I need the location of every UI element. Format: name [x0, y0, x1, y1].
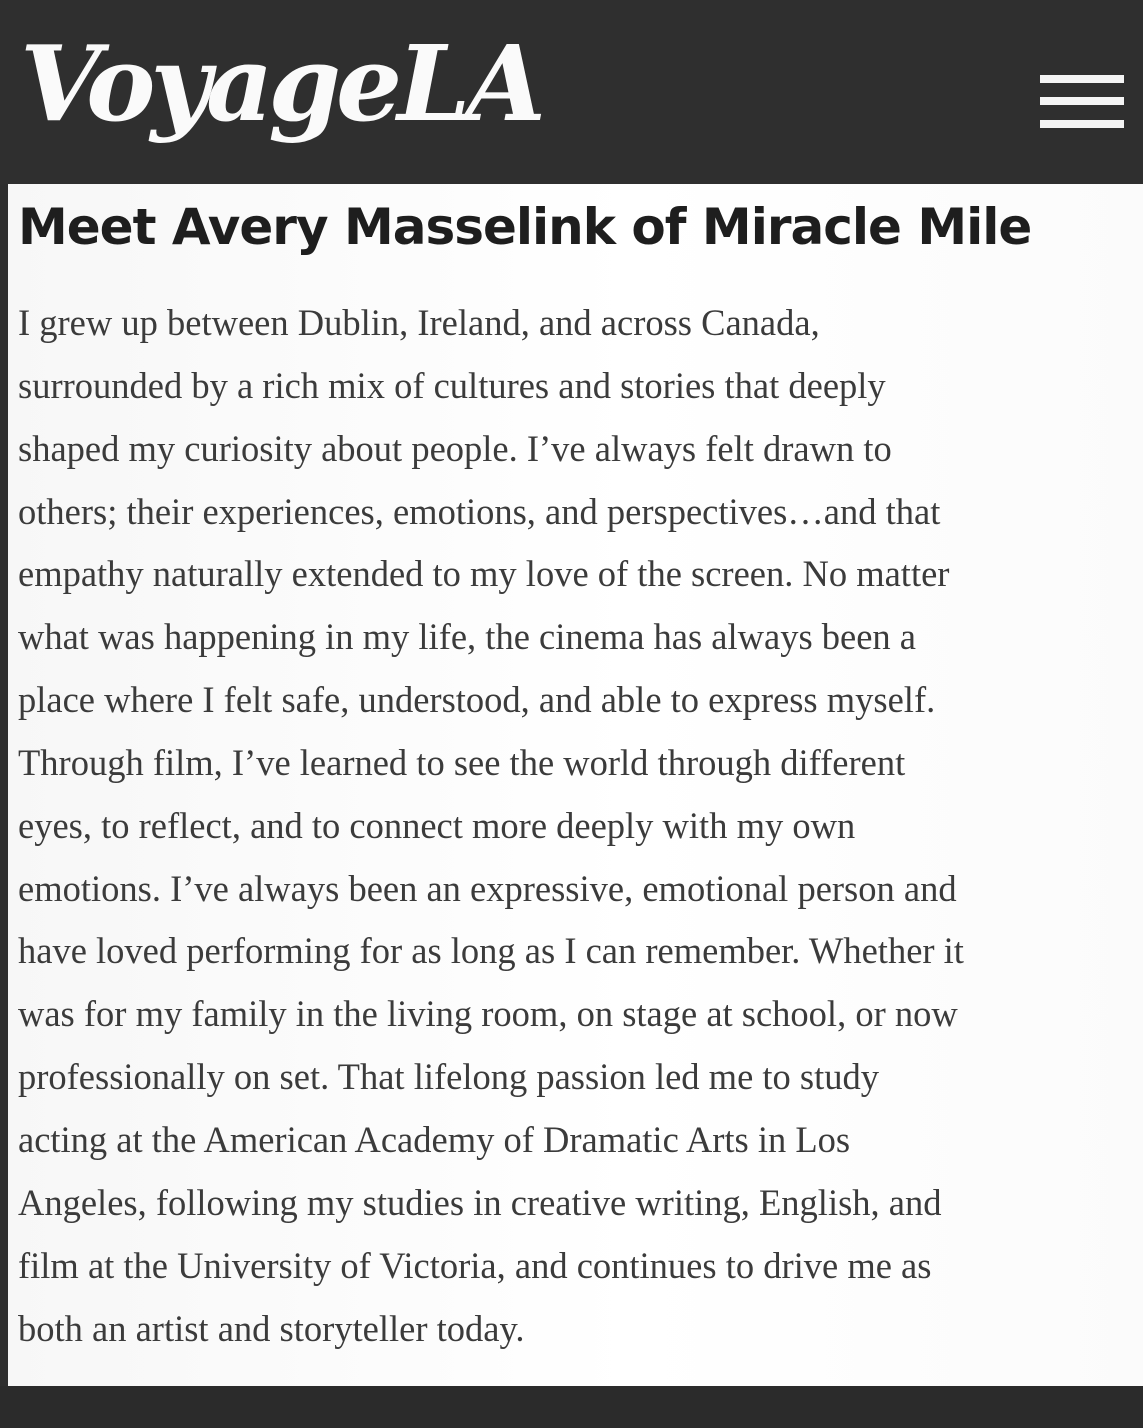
article-line: film at the University of Victoria, and continues to drive me as	[18, 1244, 932, 1286]
menu-bar-top	[1040, 75, 1124, 83]
article-line: was for my family in the living room, on stage at school, or now	[18, 993, 958, 1035]
page-footer-bar	[0, 1386, 1143, 1428]
menu-bar-middle	[1040, 97, 1124, 105]
article-line: surrounded by a rich mix of cultures and stories that deeply	[18, 364, 886, 406]
article-line: have loved performing for as long as I can remember. Whether it	[18, 930, 964, 972]
article-line: I grew up between Dublin, Ireland, and across Canada,	[18, 302, 820, 343]
article-line: what was happening in my life, the cinema has always been a	[18, 616, 917, 658]
article-line: Through film, I’ve learned to see the world through different	[18, 741, 906, 783]
article-line: professionally on set. That lifelong passion led me to study	[18, 1056, 880, 1098]
article-line: empathy naturally extended to my love of the screen. No matter	[18, 553, 950, 595]
menu-bar-bottom	[1040, 120, 1124, 128]
site-logo[interactable]: VoyageLA	[20, 22, 542, 145]
article-line: place where I felt safe, understood, and able to express myself.	[18, 679, 936, 721]
hamburger-menu-icon[interactable]	[1032, 68, 1132, 138]
site-header	[0, 0, 1143, 184]
article-line: eyes, to reflect, and to connect more deeply with my own	[18, 804, 856, 846]
article-panel	[8, 184, 1143, 1386]
article-line: both an artist and storyteller today.	[18, 1307, 525, 1349]
article-line: acting at the American Academy of Dramatic Arts in Los	[18, 1118, 851, 1160]
article-title: Meet Avery Masselink of Miracle Mile	[18, 198, 1032, 256]
article-body	[18, 292, 1143, 1360]
article-line: emotions. I’ve always been an expressive, emotional person and	[18, 867, 957, 909]
article-line: others; their experiences, emotions, and perspectives…and that	[18, 490, 941, 532]
article-line: shaped my curiosity about people. I’ve always felt drawn to	[18, 427, 892, 469]
article-line: Angeles, following my studies in creative writing, English, and	[18, 1181, 942, 1223]
